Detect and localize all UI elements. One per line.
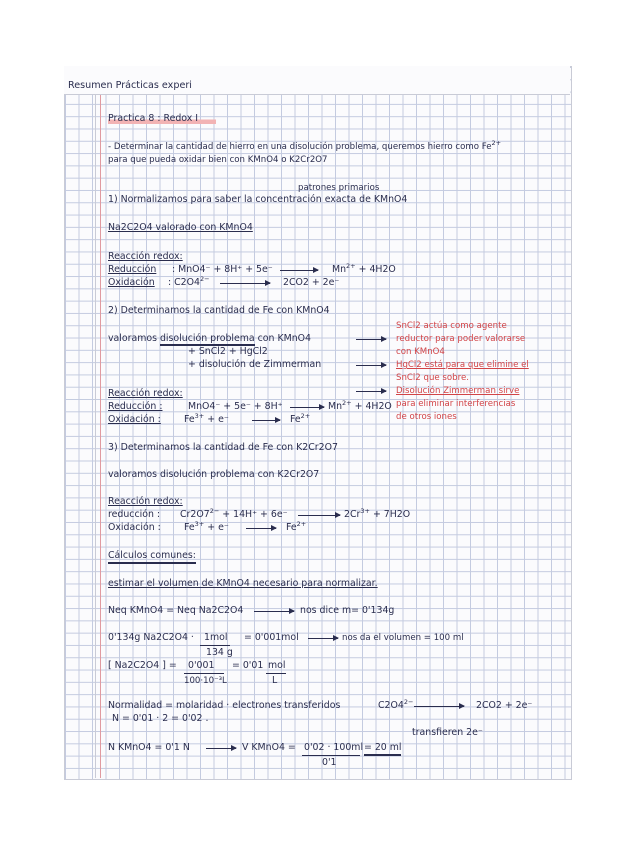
section-1-reaction-title: Reacción redox: — [108, 251, 183, 262]
s2-reduccion-label: Reducción : — [108, 401, 163, 412]
s2-reduccion-arrow — [290, 407, 324, 408]
s2-add-2: + disolución de Zimmerman — [188, 359, 322, 370]
calculos-ox-left: $C2O4^{2-}$ — [378, 697, 414, 711]
s3-reduccion-label: reducción : — [108, 509, 161, 520]
calculos-mass-den: 134 g — [206, 647, 233, 658]
s2-note2-arrow — [356, 365, 386, 366]
calculos-title: Cálculos comunes: — [108, 550, 196, 564]
s1-oxidacion-prod: 2CO2 + 2e⁻ — [283, 277, 340, 288]
calculos-final-fraction-bar — [302, 755, 360, 756]
s2-oxidacion-arrow — [252, 420, 280, 421]
calculos-mass-note: nos da el volumen = 100 ml — [342, 633, 464, 643]
section-2-title: 2) Determinamos la cantidad de Fe con KMnO4 — [108, 305, 330, 316]
s2-oxidacion-eq: $Fe^{3+} + e^-$ — [184, 411, 229, 425]
calculos-final-mid: V KMnO4 = — [242, 742, 296, 753]
calculos-conc-fraction-bar — [184, 673, 224, 674]
s1-reduccion-eq: : MnO4⁻ + 8H⁺ + 5e⁻ — [172, 264, 273, 275]
s2-note1-arrow — [356, 339, 386, 340]
s2-note1-line2: reductor para poder valorarse — [396, 334, 526, 344]
page-title: Resumen Prácticas experi — [68, 80, 192, 91]
calculos-final-left: N KMnO4 = 0'1 N — [108, 742, 190, 753]
calculos-conc-unit-bar — [266, 673, 286, 674]
calculos-final-den: 0'1 — [322, 757, 337, 768]
s2-oxidacion-label: Oxidación : — [108, 414, 161, 425]
intro-line-2: para que pueda oxidar bien con KMnO4 o K2Cr2O7 — [108, 155, 328, 165]
practica-title: Practica 8 : Redox I — [108, 113, 216, 125]
calculos-mass-left: 0'134g Na2C2O4 · — [108, 632, 194, 643]
s2-valoramos: valoramos disolución problema con KMnO4 — [108, 333, 311, 344]
calculos-mass-fraction-bar — [200, 645, 230, 646]
s1-reduccion-label: Reducción — [108, 264, 157, 275]
s1-reduccion-prod: $Mn^{2+} + 4H2O$ — [332, 261, 396, 275]
s1-oxidacion-arrow — [220, 283, 270, 284]
calculos-ox-arrow — [414, 706, 464, 707]
s1-oxidacion-label: Oxidación — [108, 277, 155, 288]
calculos-conc-unit-den: L — [272, 675, 278, 686]
s3-oxidacion-prod: $Fe^{2+}$ — [286, 519, 307, 533]
section-1-valorado: Na2C2O4 valorado con KMnO4 — [108, 222, 253, 233]
s2-note3-arrow — [356, 391, 386, 392]
section-3-title: 3) Determinamos la cantidad de Fe con K2Cr2O7 — [108, 442, 338, 453]
s2-note1-line1: SnCl2 actúa como agente — [396, 321, 507, 331]
calculos-estimar: estimar el volumen de KMnO4 necesario para normalizar. — [108, 578, 378, 589]
intro-line-1: - Determinar la cantidad de hierro en una disolución problema, queremos hierro como $Fe^{2+}$ — [108, 139, 502, 152]
calculos-mass-num: 1mol — [204, 632, 228, 643]
margin-line-gray — [95, 95, 96, 778]
s2-reduccion-prod: $Mn^{2+} + 4H2O$ — [328, 398, 392, 412]
calculos-conc-num: 0'001 — [188, 660, 215, 671]
calculos-conc-den: 100·10⁻³L — [184, 676, 227, 686]
calculos-conc-left: [ Na2C2O4 ] = — [108, 660, 177, 671]
s3-reduccion-arrow — [298, 515, 340, 516]
s3-oxidacion-eq: $Fe^{3+} + e^-$ — [184, 519, 229, 533]
calculos-final-arrow — [206, 748, 236, 749]
s3-reduccion-eq: $Cr2O7^{2-} + 14H^+ + 6e^-$ — [180, 506, 288, 520]
section-2-reaction-title: Reacción redox: — [108, 388, 183, 399]
s3-oxidacion-arrow — [246, 528, 276, 529]
s3-valoramos: valoramos disolución problema con K2Cr2O7 — [108, 469, 320, 480]
s1-reduccion-arrow — [280, 270, 318, 271]
calculos-mass-arrow — [308, 638, 338, 639]
calculos-neq: Neq KMnO4 = Neq Na2C2O4 — [108, 605, 244, 616]
calculos-conc-unit-num: mol — [268, 660, 286, 671]
calculos-transfieren: transfieren 2e⁻ — [412, 727, 483, 738]
s2-reduccion-eq: MnO4⁻ + 5e⁻ + 8H⁺ — [188, 401, 283, 412]
annotation-patrones: patrones primarios — [298, 183, 380, 193]
calculos-neq-arrow — [254, 611, 294, 612]
s2-note1-line3: con KMnO4 — [396, 347, 445, 357]
s3-oxidacion-label: Oxidación : — [108, 522, 161, 533]
calculos-normalidad-n: N = 0'01 · 2 = 0'02 . — [112, 713, 209, 724]
s2-note3-line3: de otros iones — [396, 412, 457, 422]
s1-oxidacion-eq: : $C2O4^{2-}$ — [168, 274, 210, 288]
section-3-reaction-title: Reacción redox: — [108, 496, 183, 507]
section-1-title: 1) Normalizamos para saber la concentración exacta de KMnO4 — [108, 194, 408, 205]
calculos-final-num: 0'02 · 100ml — [304, 742, 364, 753]
s2-add-1: + SnCl2 + HgCl2 — [188, 346, 268, 357]
calculos-final-result: = 20 ml — [364, 742, 401, 756]
s2-note2-line1: HgCl2 está para que elimine el — [396, 360, 529, 370]
s2-note3-line1: Disolución Zimmerman sirve — [396, 386, 520, 396]
calculos-nos-dice: nos dice m= 0'134g — [300, 605, 395, 616]
calculos-ox-right: 2CO2 + 2e⁻ — [476, 700, 533, 711]
s3-reduccion-prod: $2Cr^{3+} + 7H2O$ — [344, 506, 411, 520]
s2-oxidacion-prod: $Fe^{2+}$ — [290, 411, 311, 425]
calculos-normalidad: Normalidad = molaridad · electrones transferidos — [108, 700, 341, 711]
s2-note2-line2: SnCl2 que sobre. — [396, 373, 469, 383]
s2-note3-line2: para eliminar interferencias — [396, 399, 516, 409]
margin-line-red — [100, 95, 101, 778]
calculos-mass-result: = 0'001mol — [244, 632, 299, 643]
calculos-conc-result: = 0'01 — [232, 660, 264, 671]
